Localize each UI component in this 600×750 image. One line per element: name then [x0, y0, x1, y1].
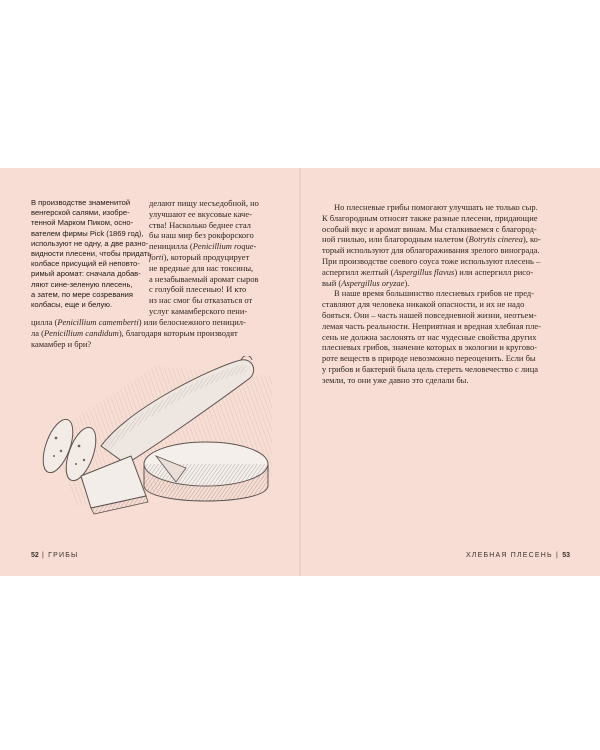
sidebar-line: римый аромат: сначала добав- [31, 269, 141, 279]
body-line: При производстве соевого соуса тоже используют плесень – [322, 255, 541, 266]
body-line: камамбер и бри? [31, 338, 92, 349]
body-line: особый вкус и аромат винам. Мы сталкиваемся с благород- [322, 223, 537, 234]
sidebar-line: колбасы, еще и белую. [31, 300, 113, 310]
body-line: а незабываемый аромат сыров [149, 273, 259, 284]
right-body-column [322, 202, 572, 386]
body-line: ной гнилью, или благородным налетом (Botrytis cinerea), ко- [322, 234, 541, 245]
sidebar-line: венгерской салями, изобре- [31, 208, 130, 218]
body-line: ства! Насколько беднее стал [149, 219, 251, 230]
body-line: ставляют для человека никакой опасности, и их не надо [322, 299, 525, 310]
body-line: вый (Aspergillus oryzae). [322, 277, 410, 288]
body-line: из нас смог бы отказаться от [149, 295, 253, 306]
running-head: ХЛЕБНАЯ ПЛЕСЕНЬ [465, 552, 553, 559]
sidebar-line: используют не одну, а две разно- [31, 238, 149, 248]
page-number: 52 [31, 552, 39, 559]
running-head: ГРИБЫ [48, 552, 79, 559]
sidebar-line: В производстве знаменитой [31, 198, 131, 207]
body-line: услуг камамберского пени- [149, 305, 248, 316]
folio-right [466, 552, 570, 559]
body-line: ла (Penicillium candidum), благодаря которым производят [31, 327, 238, 338]
sidebar-line: видности плесени, чтобы придать [31, 249, 152, 259]
body-line: аспергилл желтый (Aspergillus flavus) или аспергилл рисо- [322, 266, 534, 277]
page-gutter [299, 168, 301, 576]
folio-separator: | [41, 552, 45, 559]
page-number: 53 [562, 552, 570, 559]
body-line: В наше время большинство плесневых грибов не пред- [334, 288, 535, 299]
body-line: лемая часть реальности. Неприятная и вредная хлебная пле- [322, 320, 541, 331]
book-spread [0, 168, 600, 576]
body-line: сень не должна заслонять от нас чудесные свойства других [322, 331, 537, 342]
body-line: у грибов и бактерий была цель стереть человечество с лица [322, 363, 539, 374]
body-line: не вредные для нас токсины, [149, 262, 254, 273]
salami-cheese-illustration [36, 356, 284, 516]
left-body-column [149, 198, 274, 317]
body-line: цилла (Penicillium camemberti) или белоснежного пеницил- [31, 317, 246, 327]
body-line: торый используют для облагораживания зрелого винограда. [322, 245, 540, 256]
left-body-continuation [31, 317, 274, 349]
body-line: бы наш мир без рокфорского [149, 230, 254, 241]
body-line: роте веществ в природе невозможно переоценить. Если бы [322, 353, 536, 364]
sidebar-line: колбасе присущий ей неповто- [31, 259, 140, 269]
sidebar-line: а затем, по мере созревания [31, 289, 134, 299]
body-line: пеницилла (Penicillium roque- [149, 241, 257, 252]
sidebar-line: вателем фирмы Pick (1869 год), [31, 228, 144, 238]
body-line: forti), который продуцирует [149, 251, 250, 262]
body-line: с голубой плесенью! И кто [149, 284, 247, 295]
folio-separator: | [556, 552, 560, 559]
sidebar-line: тенной Марком Пиком, осно- [31, 218, 134, 228]
body-line: Но плесневые грибы помогают улучшать не только сыр. [334, 202, 538, 212]
sidebar-note [31, 198, 152, 310]
cheese-wheel-rind [144, 464, 268, 501]
body-line: делают пищу несъедобной, но [149, 198, 259, 208]
body-line: бояться. Они – часть нашей повседневной жизни, неотъем- [322, 309, 537, 320]
sidebar-line: ляют сине-зеленую плесень, [31, 279, 133, 289]
body-line: земли, то они уже давно это сделали бы. [322, 374, 469, 385]
body-line: плесневых грибов, значение которых в экологии и кругово- [322, 342, 538, 353]
body-line: улучшают ее вкусовые каче- [149, 208, 252, 219]
body-line: К благородным относят также разные плесени, придающие [322, 212, 538, 223]
folio-left [31, 552, 78, 559]
